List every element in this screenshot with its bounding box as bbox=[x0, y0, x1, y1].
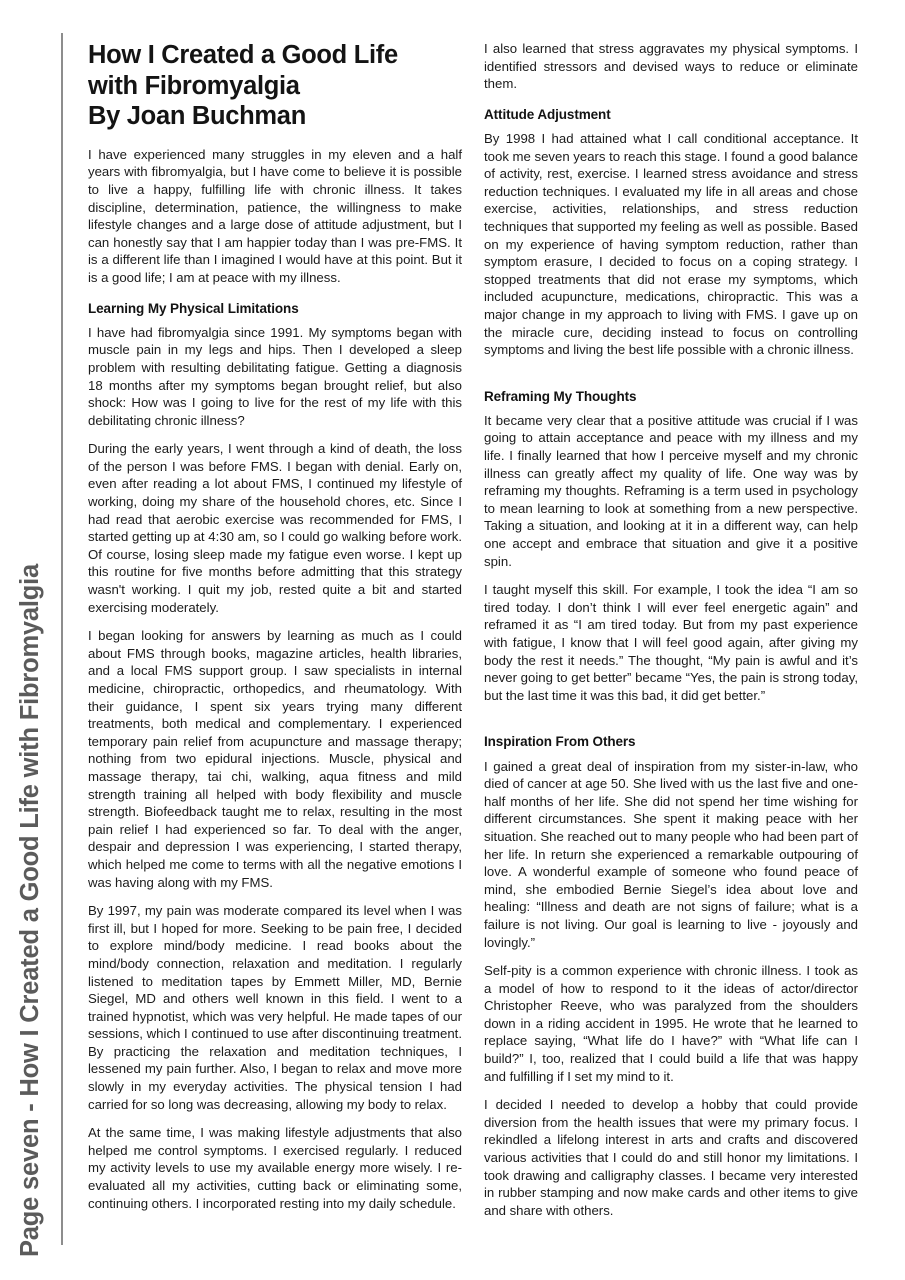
vertical-divider-rule bbox=[61, 33, 63, 1245]
left-column bbox=[88, 40, 462, 1212]
paragraph: I also learned that stress aggravates my physical symptoms. I identified stressors and devised ways to reduce or eliminate them. bbox=[484, 41, 858, 92]
paragraph: During the early years, I went through a kind of death, the loss of the person I was before FMS. I began with denial. Early on, even after reading a lot about FMS, I continued my lifestyle of working, doing my share of the household chores, etc. Since I had read that aerobic exercise was recommended for FMS, I started getting up at 4:30 am, so I could go walking before work. Of course, losing sleep made my fatigue even worse. I kept up this routine for five months before admitting that this strategy wasn't working. I quit my job, rested quite a bit and started exercising moderately. bbox=[88, 441, 462, 615]
paragraph: It became very clear that a positive attitude was crucial if I was going to attain acceptance and peace with my illness and my life. I finally learned that how I perceive myself and my chronic illness can greatly affect my quality of life. One way was by reframing my thoughts. Reframing is a term used in psychology to mean learning to look at something from a new perspective. Taking a situation, and looking at it in a different way, can help one accept and embrace that situation and give it a positive spin. bbox=[484, 412, 858, 569]
paragraph: By 1998 I had attained what I call conditional acceptance. It took me seven years to reach this stage. I found a good balance of activity, rest, exercise. I learned stress avoidance and stress reduction techniques. I evaluated my life in all areas and chose exercise, activities, relationships, and stress reduction techniques that supported my feeling as well as possible. Based on my experience of having symptom reduction, rather than symptom erasure, I decided to focus on a coping strategy. I stopped treatments that did not erase my symptoms, which included acupuncture, medications, chiropractic. This was a major change in my approach to living with FMS. I gave up on the miracle cure, deciding instead to focus on controlling symptoms and living the best life possible with a chronic illness. bbox=[484, 130, 858, 358]
paragraph: I began looking for answers by learning as much as I could about FMS through books, magazine articles, health libraries, and a local FMS support group. I saw specialists in internal medicine, chiropractic, orthopedics, and rheumatology. With their guidance, I spent six years trying many different treatments, both medical and complementary. I experienced temporary pain relief from acupuncture and massage therapy; nothing from two epidural injections. Muscle, physical and massage therapy, tai chi, walking, aqua fitness and mild strength training all helped with body flexibility and muscle strength. Biofeedback taught me to relax, resulting in the most pain relief I had experienced so far. To deal with the anger, despair and depression I was experiencing, I started therapy, which helped me come to terms with all the negative emotions I was having along with my FMS. bbox=[88, 628, 462, 890]
running-sidebar bbox=[0, 0, 62, 1280]
article-title-line-1: How I Created a Good Life bbox=[88, 41, 398, 69]
paragraph: I have had fibromyalgia since 1991. My symptoms began with muscle pain in my legs and hips. Then I developed a sleep problem with resulting debilitating fatigue. Getting a diagnosis 18 months after my symptoms began brought relief, but also shock: How was I going to live for the rest of my life with this debilitating chronic illness? bbox=[88, 324, 462, 428]
paragraph: I gained a great deal of inspiration from my sister-in-law, who died of cancer at age 50. She lived with us the last five and one-half months of her life. She did not spend her time wishing for different circumstances. She spent it making peace with her situation. She reached out to many people who had been part of her life. In return she experienced a remarkable outpouring of love. A wonderful example of someone who found peace of mind, she embodied Bernie Siegel’s idea about love and healing: “Illness and death are not signs of failure; what is a failure is not living. Our goal is learning to live - joyously and lovingly.” bbox=[484, 758, 858, 950]
article-byline: By Joan Buchman bbox=[88, 102, 306, 131]
section-heading-learning-my-physical-limitations: Learning My Physical Limitations bbox=[88, 300, 299, 316]
paragraph: By 1997, my pain was moderate compared its level when I was first ill, but I hoped for more. Seeking to be pain free, I decided to explore mind/body medicine. I read books about the mind/body connection, relaxation and meditation. I regularly listened to meditation tapes by Emmett Miller, MD, Bernie Siegel, MD and others well known in this field. I went to a trained hypnotist, which was very helpful. He made tapes of our sessions, which I continued to use after discontinuing treatment. By practicing the relaxation and meditation techniques, I lessened my pain further. Also, I began to relax and move more slowly in my everyday activities. The physical tension I had carried for so long was decreasing, allowing my body to relax. bbox=[88, 903, 462, 1112]
running-title: Page seven - How I Created a Good Life with Fibromyalgia bbox=[15, 563, 44, 1257]
paragraph: Self-pity is a common experience with chronic illness. I took as a model of how to respond to it the ideas of actor/director Christopher Reeve, who was paralyzed from the shoulders down in a riding accident in 1995. He wrote that he learned to replace saying, “What life do I have?” with “What life can I build?” I, too, realized that I could build a life that was happy and fulfilling if I set my mind to it. bbox=[484, 963, 858, 1084]
section-heading-inspiration-from-others: Inspiration From Others bbox=[484, 734, 636, 750]
paragraph: I have experienced many struggles in my eleven and a half years with fibromyalgia, but I have come to believe it is possible to live a happy, fulfilling life with chronic illness. It takes discipline, determination, patience, the willingness to make lifestyle changes and a large dose of attitude adjustment, but I can honestly say that I am happier today than I was pre-FMS. It is a different life than I imagined I would have at this point. But it is a good life; I am at peace with my illness. bbox=[88, 146, 462, 285]
two-column-layout bbox=[88, 40, 858, 1219]
paragraph: I taught myself this skill. For example, I took the idea “I am so tired today. I don’t think I will ever feel energetic again” and reframed it as “I am tired today. But from my past experience with fatigue, I know that I will feel good again, after giving my body the rest it needs.” The thought, “My pain is awful and it’s never going to get better” became “Yes, the pain is strong today, but the last time it was this bad, it did get better.” bbox=[484, 582, 858, 703]
paragraph: I decided I needed to develop a hobby that could provide diversion from the health issues that were my primary focus. I rekindled a lifelong interest in arts and crafts and discovered various activities that I could do and still honor my limitations. I took drawing and calligraphy classes. I became very interested in rubber stamping and now make cards and other items to give and share with others. bbox=[484, 1097, 858, 1218]
article-body bbox=[88, 40, 858, 1245]
article-title-line-2: with Fibromyalgia bbox=[88, 71, 300, 100]
article-title bbox=[88, 40, 462, 132]
paragraph: At the same time, I was making lifestyle adjustments that also helped me control symptoms. I exercised regularly. I reduced my activity levels to use my available energy more wisely. I re-evaluated all my activities, cutting back or eliminating some, continuing others. I incorporated resting into my daily schedule. bbox=[88, 1125, 462, 1211]
section-heading-reframing-my-thoughts: Reframing My Thoughts bbox=[484, 388, 637, 404]
section-heading-attitude-adjustment: Attitude Adjustment bbox=[484, 106, 611, 122]
right-column bbox=[484, 40, 858, 1219]
